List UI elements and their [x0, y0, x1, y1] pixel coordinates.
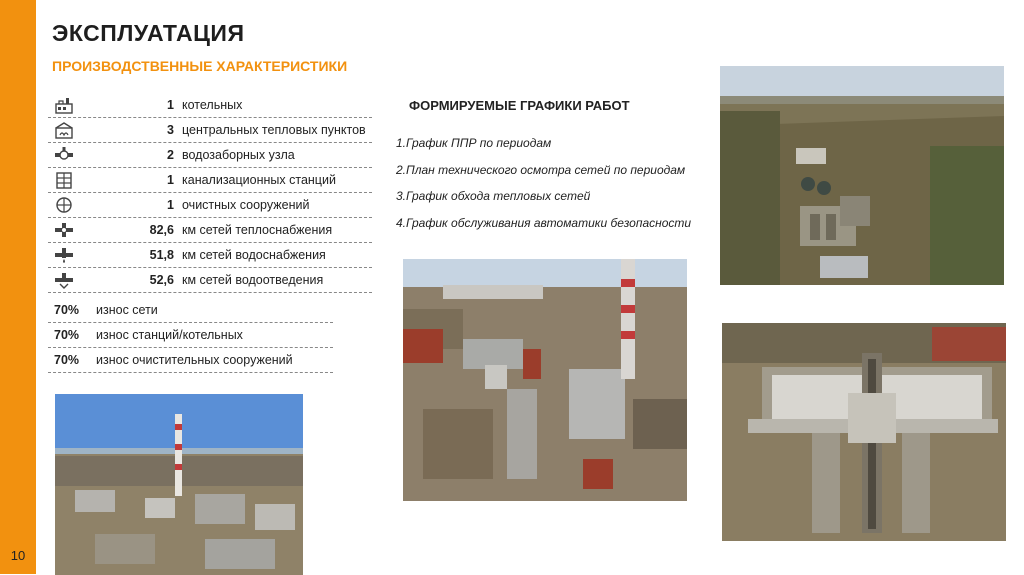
page-title: ЭКСПЛУАТАЦИЯ: [52, 20, 245, 46]
wear-list: [48, 298, 333, 373]
sewage-station-icon: [54, 171, 74, 189]
stat-row-heat-points: [48, 118, 372, 143]
stat-label: очистных сооружений: [182, 198, 310, 212]
stat-value: 52,6: [149, 273, 174, 287]
stat-label: центральных тепловых пунктов: [182, 123, 366, 137]
wear-percent: 70%: [54, 303, 80, 317]
stat-value: 1: [167, 98, 174, 112]
wear-row-treatment: [48, 348, 333, 373]
schedule-item: 4.График обслуживания автоматики безопасности: [396, 215, 692, 230]
stat-row-water-network: [48, 243, 372, 268]
stat-value: 1: [167, 198, 174, 212]
accent-sidebar: [0, 0, 36, 574]
stat-value: 51,8: [149, 248, 174, 262]
wear-label: износ сети: [96, 303, 158, 317]
schedule-item: 2.План технического осмотра сетей по периодам: [396, 162, 686, 177]
schedule-item: 1.График ППР по периодам: [396, 136, 552, 150]
stat-value: 2: [167, 148, 174, 162]
photo-city-panorama: [55, 394, 303, 575]
photo-treatment-plant-aerial: [720, 66, 1004, 285]
wear-row-network: [48, 298, 333, 323]
stat-row-drainage-network: [48, 268, 372, 293]
stat-value: 1: [167, 173, 174, 187]
wear-row-stations: [48, 323, 333, 348]
heat-station-icon: [54, 121, 74, 139]
page-number: 10: [10, 548, 26, 563]
stat-row-sewage: [48, 168, 372, 193]
treatment-plant-icon: [54, 196, 74, 214]
schedules-title: ФОРМИРУЕМЫЕ ГРАФИКИ РАБОТ: [409, 98, 630, 113]
photo-settling-tanks: [722, 323, 1006, 541]
boiler-icon: [54, 96, 74, 114]
water-intake-icon: [54, 146, 74, 164]
wear-percent: 70%: [54, 353, 80, 367]
water-network-icon: [54, 246, 74, 264]
stat-value: 82,6: [149, 223, 174, 237]
stat-row-boilers: [48, 93, 372, 118]
heat-network-icon: [54, 221, 74, 239]
stat-label: км сетей водоснабжения: [182, 248, 326, 262]
stat-label: котельных: [182, 98, 243, 112]
schedule-item: 3.График обхода тепловых сетей: [396, 189, 591, 203]
stat-value: 3: [167, 123, 174, 137]
page-subtitle: ПРОИЗВОДСТВЕННЫЕ ХАРАКТЕРИСТИКИ: [52, 58, 348, 74]
stat-label: км сетей теплоснабжения: [182, 223, 333, 237]
wear-label: износ станций/котельных: [96, 328, 243, 342]
production-stats-list: [48, 93, 372, 293]
stat-label: водозаборных узла: [182, 148, 295, 162]
stat-row-treatment: [48, 193, 372, 218]
photo-industrial-site: [403, 259, 687, 501]
wear-label: износ очистительных сооружений: [96, 353, 293, 367]
stat-row-water-intake: [48, 143, 372, 168]
stat-label: канализационных станций: [182, 173, 336, 187]
wear-percent: 70%: [54, 328, 80, 342]
drainage-network-icon: [54, 271, 74, 289]
stat-label: км сетей водоотведения: [182, 273, 324, 287]
stat-row-heat-network: [48, 218, 372, 243]
schedules-list: [396, 136, 691, 242]
